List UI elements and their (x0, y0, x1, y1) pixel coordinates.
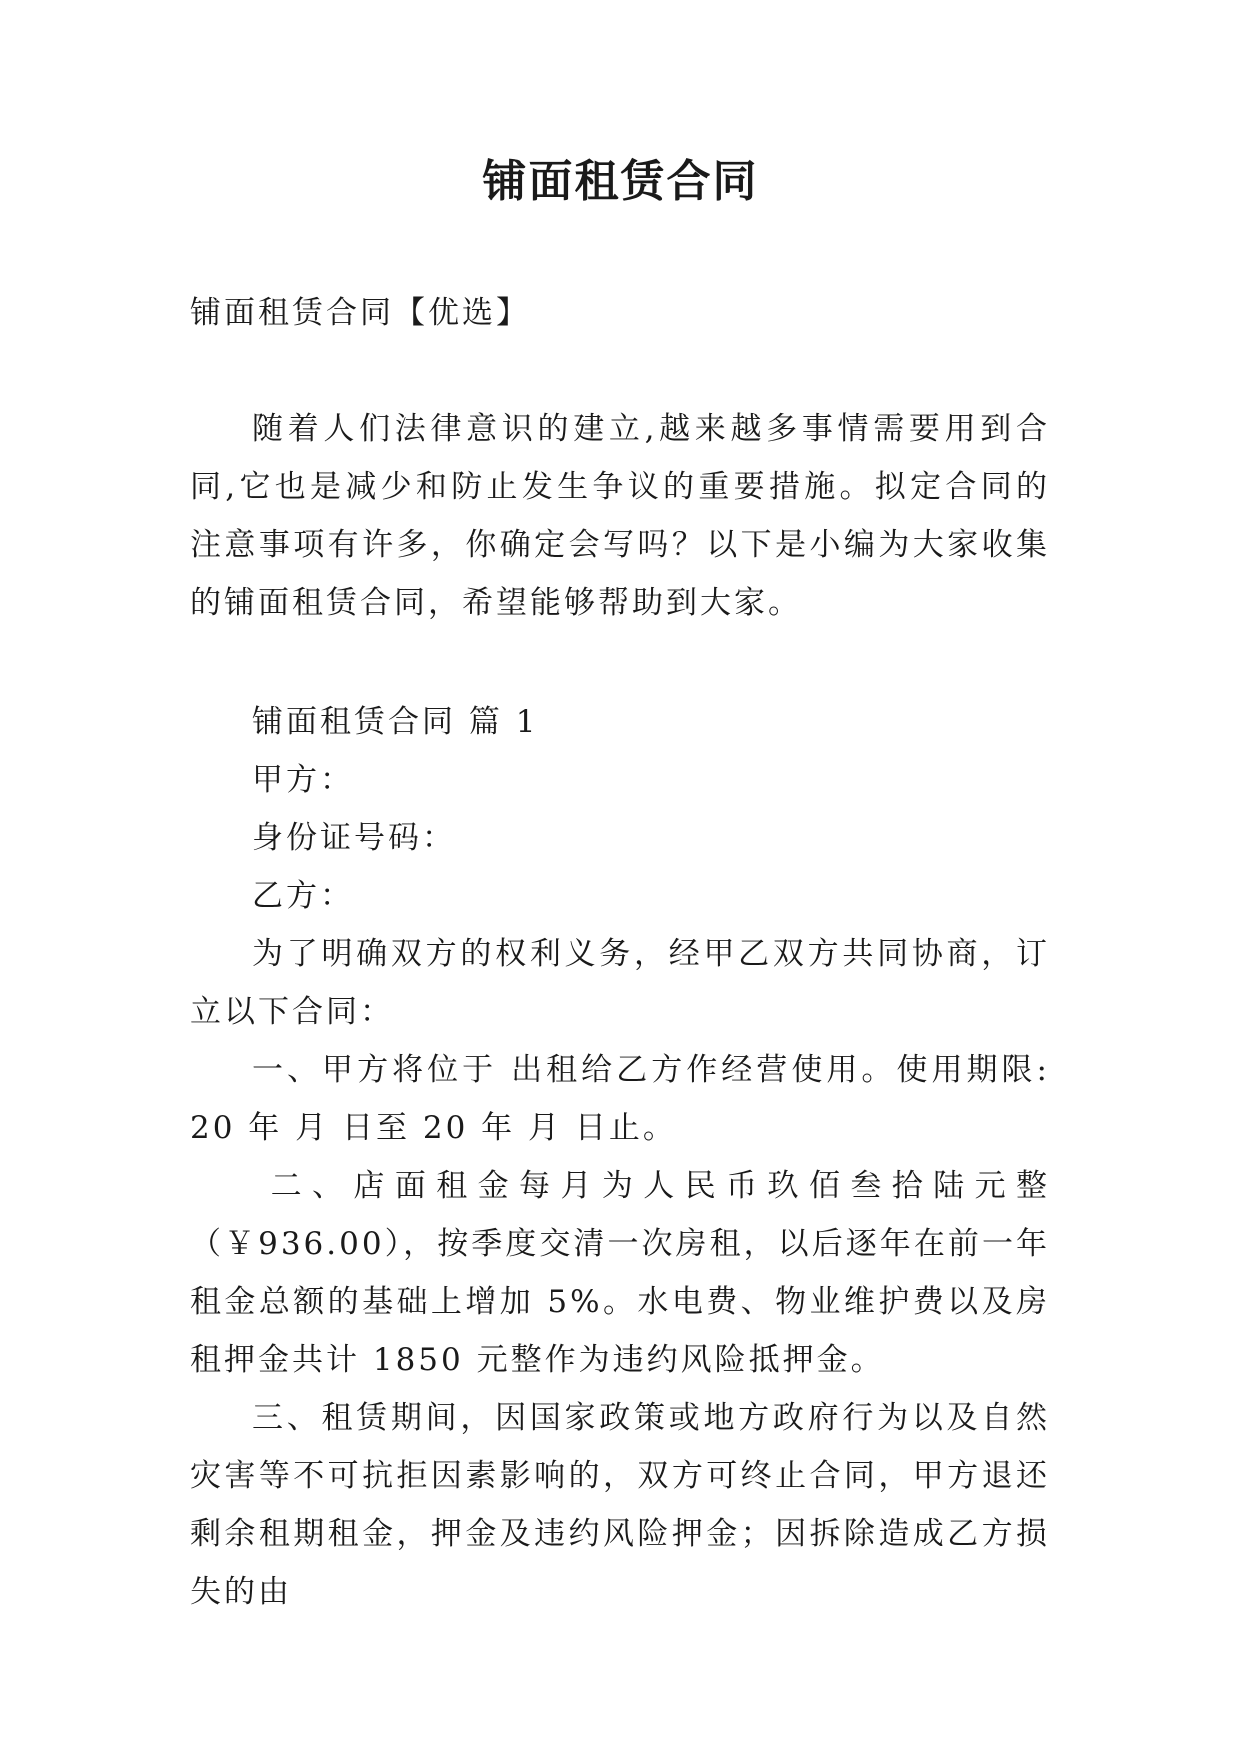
preamble-paragraph: 为了明确双方的权利义务，经甲乙双方共同协商，订立以下合同： (190, 936, 1050, 1030)
party-a-line: 甲方： (252, 762, 354, 798)
contract-section (190, 693, 1050, 1621)
document-title: 铺面租赁合同 (482, 156, 759, 207)
party-b-line: 乙方： (252, 878, 354, 914)
section-heading: 铺面租赁合同 篇 1 (252, 704, 539, 740)
intro-paragraph: 随着人们法律意识的建立,越来越多事情需要用到合同,它也是减少和防止发生争议的重要措施。拟定合同的注意事项有许多，你确定会写吗？以下是小编为大家收集的铺面租赁合同，希望能够帮助到大家。 (190, 411, 1050, 621)
intro-block (190, 400, 1050, 632)
clause-2: 二、店面租金每月为人民币玖佰叁拾陆元整（￥936.00），按季度交清一次房租，以后逐年在前一年租金总额的基础上增加 5%。水电费、物业维护费以及房租押金共计 1850 元整作为违约风险抵押金。 (190, 1168, 1050, 1378)
clause-3: 三、租赁期间，因国家政策或地方政府行为以及自然灾害等不可抗拒因素影响的，双方可终止合同，甲方退还剩余租期租金，押金及违约风险押金；因拆除造成乙方损失的由 (190, 1400, 1050, 1610)
clause-1: 一、甲方将位于 出租给乙方作经营使用。使用期限: 20 年 月 日至 20 年 月 日止。 (190, 1052, 1050, 1146)
document-subtitle: 铺面租赁合同【优选】 (190, 295, 530, 331)
id-number-line: 身份证号码： (252, 820, 456, 856)
